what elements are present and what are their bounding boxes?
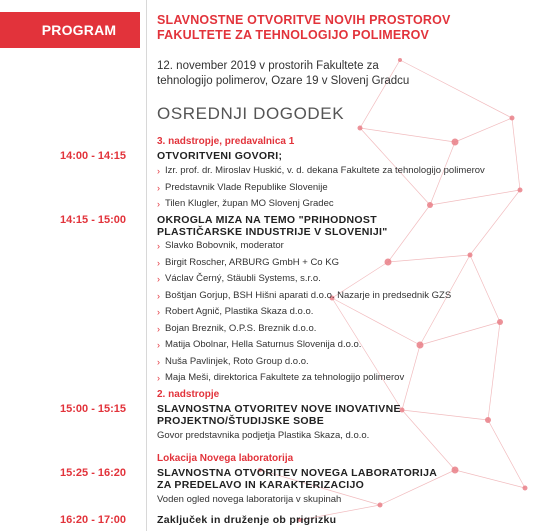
list-item [157,271,451,288]
block-time: 14:15 - 15:00 [60,214,127,226]
list-item-text: Slavko Bobovnik, moderator [165,240,284,251]
list-item [157,304,451,321]
chevron-right-icon: › [157,323,160,334]
chevron-right-icon: › [157,307,160,317]
block-heading-line: ZA PREDELAVO IN KARAKTERIZACIJO [157,479,365,491]
section-heading: OSREDNJI DOGODEK [157,104,345,123]
chevron-right-icon: › [157,182,160,193]
block-time: 16:20 - 17:00 [60,514,127,526]
list-item [157,180,485,197]
list-item [157,354,451,371]
block-time: 15:00 - 15:15 [60,403,127,415]
block-heading-line: PLASTIČARSKE INDUSTRIJE V SLOVENIJI" [157,226,388,238]
event-intro-line: tehnologijo polimerov, Ozare 19 v Slovenj Gradcu [157,75,410,87]
block-text: Voden ogled novega laboratorija v skupinah [157,494,342,505]
block-heading-line: PROJEKTNO/ŠTUDIJSKE SOBE [157,415,325,427]
block-heading [157,467,437,491]
chevron-right-icon: › [157,290,160,301]
block-heading: OTVORITVENI GOVORI; [157,150,283,162]
block-location: 3. nadstropje, predavalnica 1 [157,136,295,147]
block-location: Lokacija Novega laboratorija [157,453,294,464]
list-item-text: Václav Černý, Stäubli Systems, s.r.o. [165,273,321,284]
panel-list [157,238,451,387]
list-item-text: Izr. prof. dr. Miroslav Huskić, v. d. dekana Fakultete za tehnologijo polimerov [165,165,485,176]
chevron-right-icon: › [157,373,160,383]
block-heading-line: SLAVNOSTNA OTVORITEV NOVE INOVATIVNE [157,403,401,415]
chevron-right-icon: › [157,274,160,284]
list-item [157,337,451,354]
list-item [157,238,451,255]
list-item-text: Tilen Klugler, župan MO Slovenj Gradec [165,198,334,209]
list-item-text: Bojan Breznik, O.P.S. Breznik d.o.o. [165,322,317,334]
list-item-text: Nuša Pavlinjek, Roto Group d.o.o. [165,355,309,367]
event-title-line: SLAVNOSTNE OTVORITVE NOVIH PROSTOROV [157,13,451,27]
block-heading: Zaključek in druženje ob prigrizku [157,514,337,526]
block-heading-line: SLAVNOSTNA OTVORITEV NOVEGA LABORATORIJA [157,467,438,479]
chevron-right-icon: › [157,257,160,268]
event-intro-line: 12. november 2019 v prostorih Fakultete za [157,60,379,72]
program-label: PROGRAM [41,22,117,38]
block-location: 2. nadstropje [157,389,220,400]
chevron-right-icon: › [157,199,160,209]
block-time: 15:25 - 16:20 [60,467,127,479]
list-item-text: Boštjan Gorjup, BSH Hišni aparati d.o.o. Nazarje in predsednik GZS [165,289,452,301]
list-item-text: Predstavnik Vlade Republike Slovenije [165,181,328,193]
block-heading-line: OKROGLA MIZA NA TEMO "PRIHODNOST [157,214,377,226]
list-item [157,321,451,338]
list-item [157,288,451,305]
list-item-text: Birgit Roscher, ARBURG GmbH + Co KG [165,256,339,268]
chevron-right-icon: › [157,166,160,176]
block-heading [157,214,387,238]
block-text: Govor predstavnika podjetja Plastika Skaza, d.o.o. [157,430,370,441]
list-item [157,163,485,180]
block-heading [157,403,401,427]
speaker-list [157,163,485,213]
event-title-line: FAKULTETE ZA TEHNOLOGIJO POLIMEROV [157,27,430,42]
list-item [157,370,451,387]
event-intro [157,59,409,89]
list-item [157,196,485,213]
chevron-right-icon: › [157,241,160,251]
list-item-text: Maja Meši, direktorica Fakultete za tehnologijo polimerov [165,372,405,383]
chevron-right-icon: › [157,356,160,367]
chevron-right-icon: › [157,340,160,350]
event-title [157,13,451,42]
block-time: 14:00 - 14:15 [60,150,127,162]
list-item-text: Robert Agnič, Plastika Skaza d.o.o. [165,306,314,317]
list-item-text: Matija Obolnar, Hella Saturnus Slovenija d.o.o. [165,339,362,350]
list-item [157,255,451,272]
